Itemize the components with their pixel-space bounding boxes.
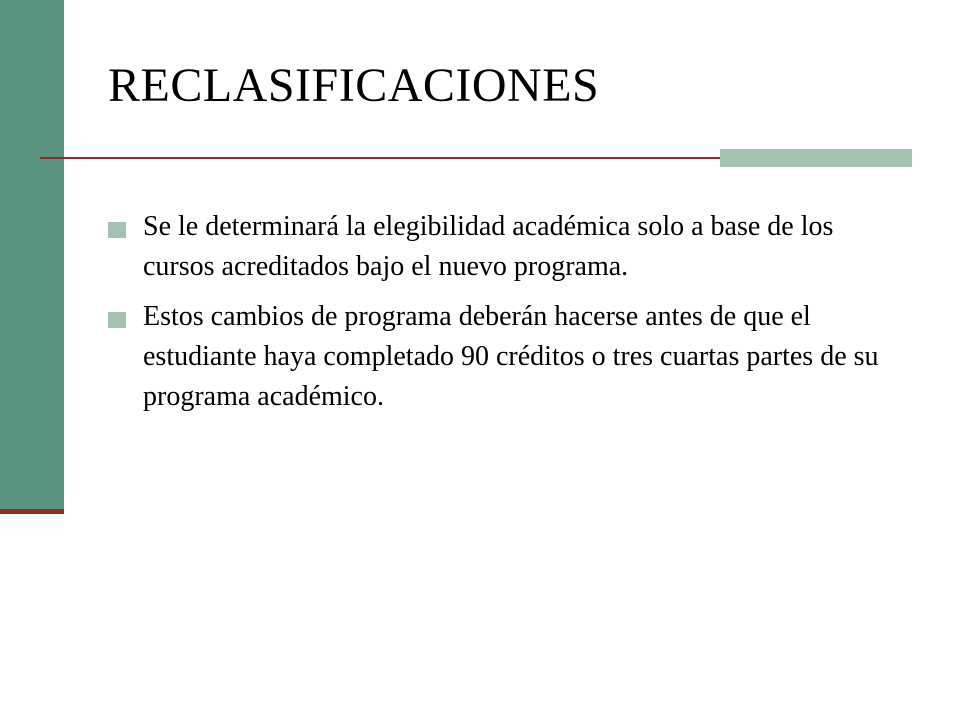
- slide-title: RECLASIFICACIONES: [108, 59, 600, 112]
- left-bar-accent-line: [0, 509, 64, 514]
- title-divider-accent: [720, 149, 912, 167]
- bullet-item: [108, 207, 898, 287]
- bullet-list: [108, 207, 898, 427]
- square-bullet-icon: [108, 312, 126, 328]
- bullet-text: Se le determinará la elegibilidad académica solo a base de los cursos acreditados bajo el nuevo programa.: [143, 211, 834, 282]
- left-decorative-bar: [0, 0, 64, 512]
- bullet-text: Estos cambios de programa deberán hacerse antes de que el estudiante haya completado 90 créditos o tres cuartas partes de su programa académico.: [143, 301, 879, 412]
- square-bullet-icon: [108, 222, 126, 238]
- bullet-item: [108, 297, 898, 417]
